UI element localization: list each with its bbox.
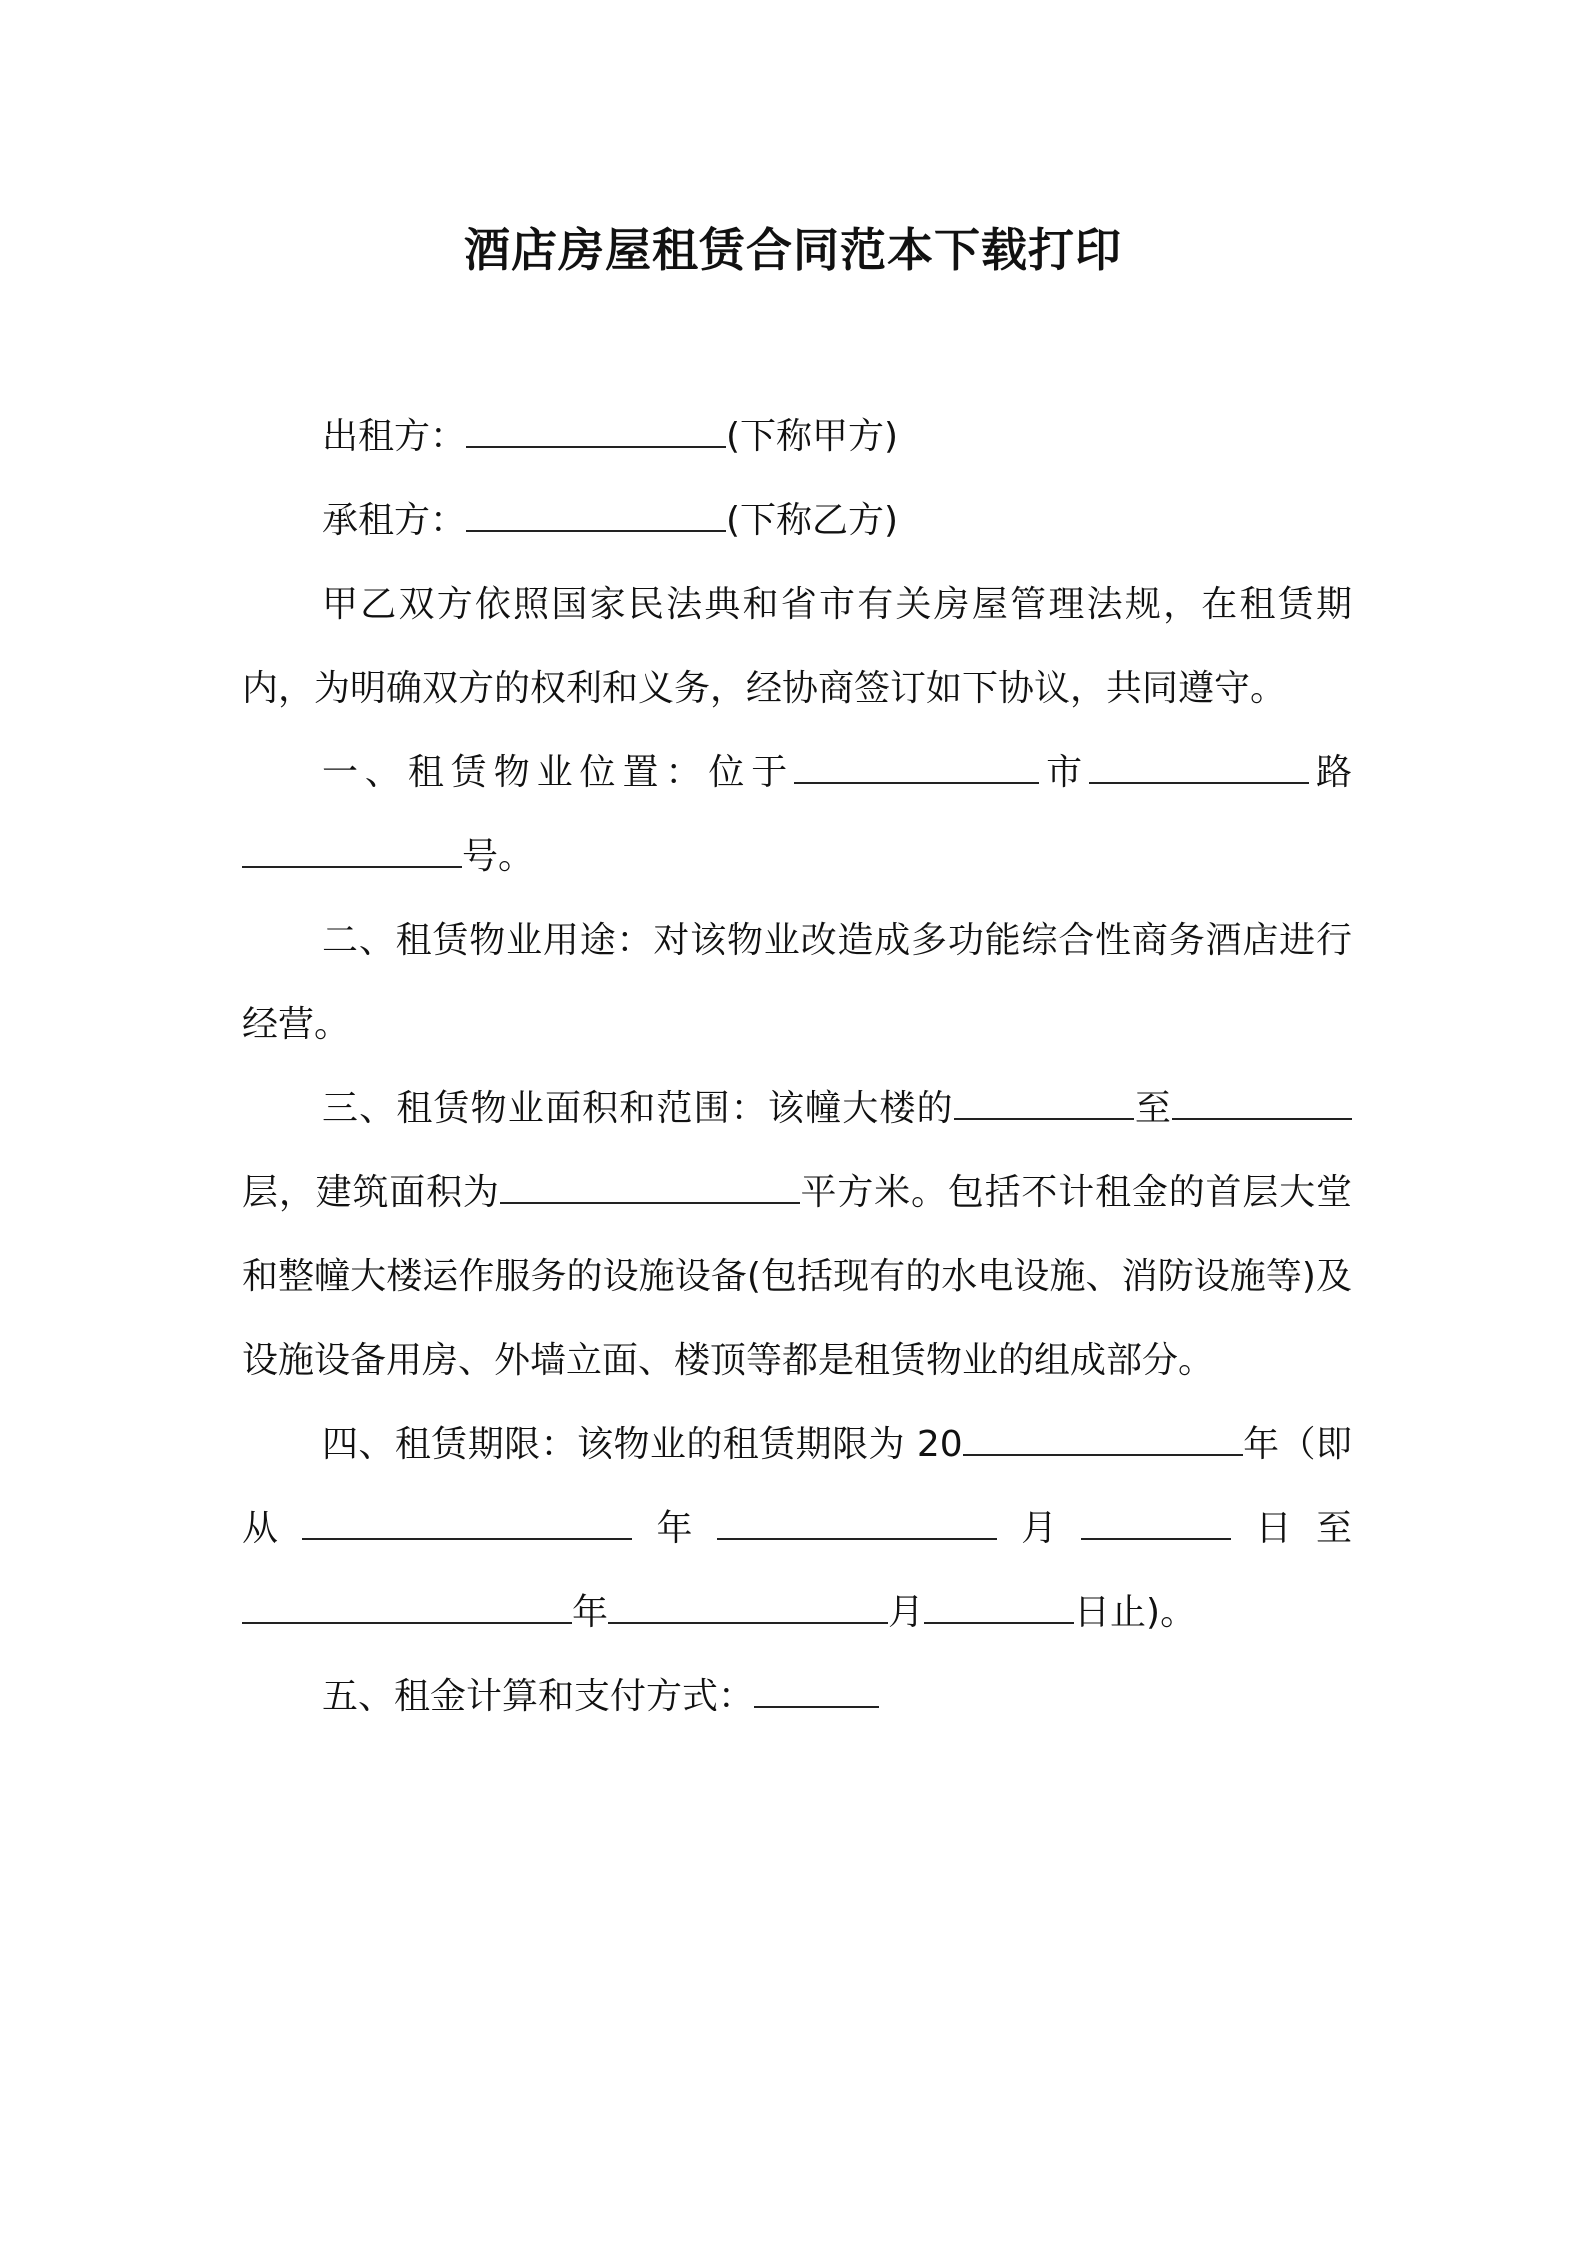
clause-1-city: 市 [1039, 752, 1090, 793]
lessor-label: 出租方： [322, 416, 467, 457]
clause-4-day-to: 日至 [1231, 1508, 1352, 1549]
clause-4-end: 日止)。 [1074, 1592, 1197, 1633]
clause-4-prefix: 四、租赁期限：该物业的租赁期限为 20 [322, 1424, 963, 1465]
clause-1-prefix: 一、租赁物业位置：位于 [322, 752, 795, 793]
lessee-blank [466, 502, 726, 532]
clause-3-area [242, 1067, 1352, 1403]
clause-2-purpose: 二、租赁物业用途：对该物业改造成多功能综合性商务酒店进行经营。 [242, 920, 1352, 1045]
end-year-blank [242, 1594, 572, 1624]
end-month-blank [608, 1594, 888, 1624]
payment-blank [754, 1678, 879, 1708]
clause-4-month: 月 [996, 1508, 1082, 1549]
clause-3-to: 至 [1133, 1088, 1172, 1129]
end-day-blank [924, 1594, 1074, 1624]
clause-5-payment [242, 1655, 1352, 1739]
clause-4-term [242, 1403, 1352, 1655]
clause-3-prefix: 三、租赁物业面积和范围：该幢大楼的 [322, 1088, 954, 1129]
clause-4-month2: 月 [888, 1592, 925, 1633]
lessor-blank [466, 418, 726, 448]
clause-1-road: 路 [1309, 752, 1352, 793]
lessee-suffix: (下称乙方) [726, 500, 899, 541]
lessee-line [242, 479, 1352, 563]
term-years-blank [963, 1426, 1243, 1456]
start-day-blank [1081, 1510, 1231, 1540]
document-title: 酒店房屋租赁合同范本下载打印 [464, 223, 1122, 277]
lessor-line [242, 395, 1352, 479]
start-month-blank [717, 1510, 997, 1540]
lessee-label: 承租方： [322, 500, 467, 541]
clause-1-number: 号。 [462, 836, 535, 877]
area-blank [500, 1174, 800, 1204]
start-year-blank [302, 1510, 632, 1540]
clause-3-floor: 层，建筑面积为 [242, 1172, 500, 1213]
road-blank [1089, 754, 1309, 784]
floor-to-blank [1172, 1090, 1352, 1120]
number-blank [242, 838, 462, 868]
floor-from-blank [954, 1090, 1134, 1120]
preamble-paragraph: 甲乙双方依照国家民法典和省市有关房屋管理法规，在租赁期内，为明确双方的权利和义务，经协商签订如下协议，共同遵守。 [242, 584, 1352, 709]
clause-3-rest: 平方米。包括不计租金的首层大堂和整幢大楼运作服务的设施设备(包括现有的水电设施、消防设施等)及设施设备用房、外墙立面、楼顶等都是租赁物业的组成部分。 [242, 1172, 1352, 1381]
document-body [242, 395, 1352, 1739]
clause-4-year-from: 年（即 从 [242, 1424, 1352, 1549]
clause-4-year: 年 [632, 1508, 717, 1549]
clause-4-year2: 年 [572, 1592, 609, 1633]
clause-1-location [242, 731, 1352, 899]
lessor-suffix: (下称甲方) [726, 416, 899, 457]
clause-5-prefix: 五、租金计算和支付方式： [322, 1676, 755, 1717]
city-blank [794, 754, 1039, 784]
